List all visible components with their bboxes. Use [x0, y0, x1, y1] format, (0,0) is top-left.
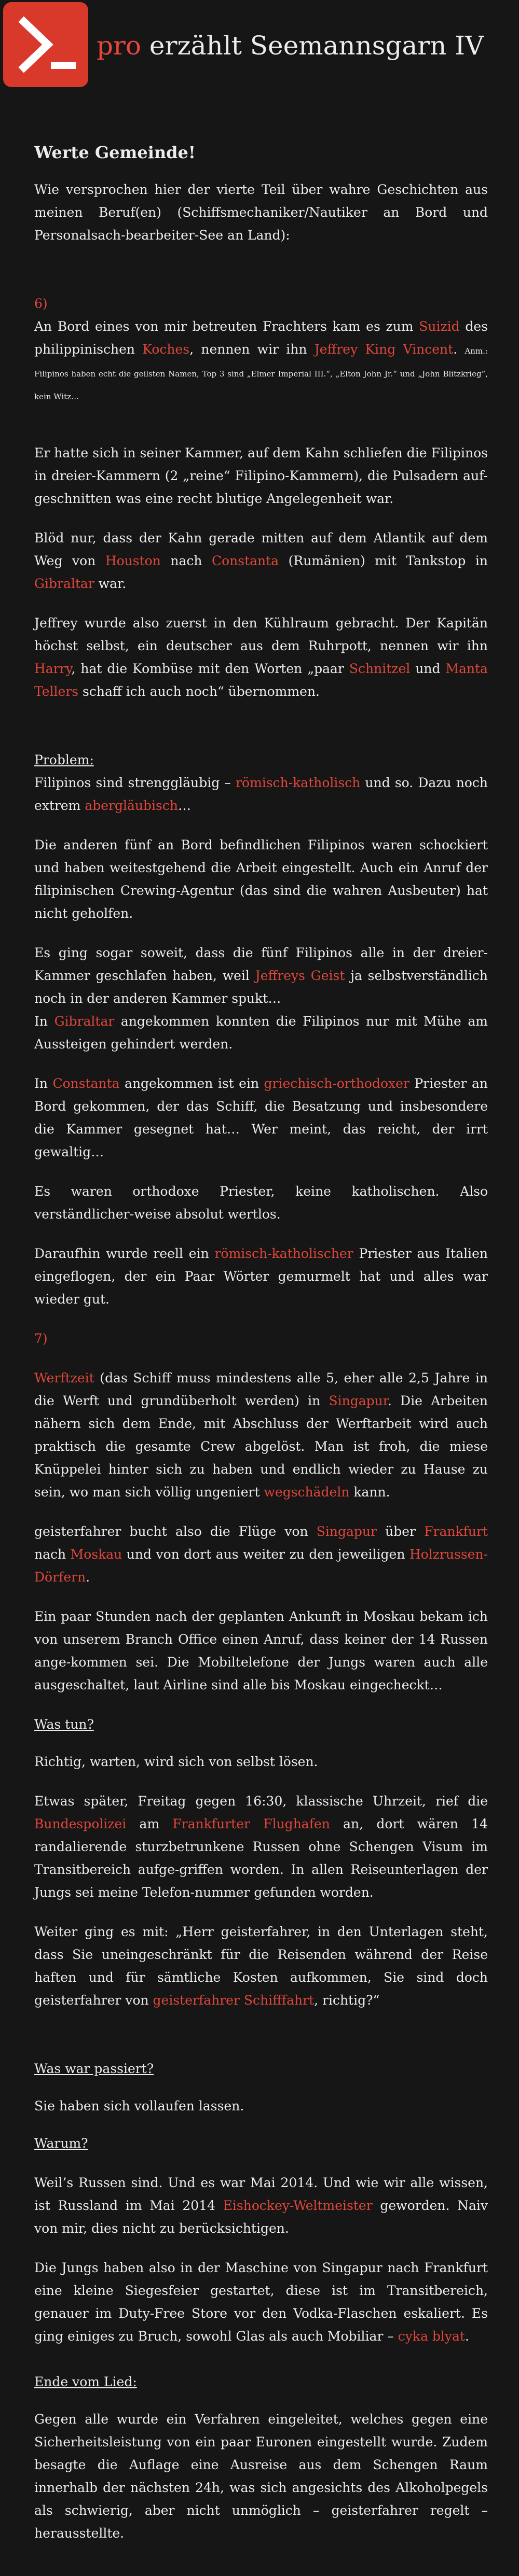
link-cyka-blyat[interactable]: cyka blyat [398, 2329, 465, 2344]
link-eishockey-weltmeister[interactable]: Eishockey-Weltmeister [223, 2198, 373, 2213]
paragraph-18: Sie haben sich vollaufen lassen. [34, 2098, 244, 2113]
link-geisterfahrer-schifffahrt[interactable]: geisterfahrer Schifffahrt [153, 1993, 315, 2008]
link-frankfurt[interactable]: Frankfurt [424, 1524, 488, 1539]
problem-heading: Problem: [34, 752, 94, 767]
link-frankfurter-flughafen[interactable]: Frankfurter Flughafen [172, 1816, 330, 1831]
link-singapur[interactable]: Singapur [329, 1393, 388, 1408]
paragraph-13: geisterfahrer bucht also die Flüge von Singapur über Frankfurt nach Moskau und von dort aus weiter zu den jeweiligen Holzrussen-Dörfern. [34, 1524, 488, 1585]
terminal-prompt-icon [3, 2, 88, 87]
paragraph-14: Ein paar Stunden nach der geplanten Ankunft in Moskau bekam ich von unserem Branch Office einen Anruf, dass keiner der 14 Russen ange-kommen sei. Die Mobiltelefone der Jungs waren auch alle ausgeschaltet, laut Airline sind alle bis Moskau eingecheckt… [34, 1609, 488, 1692]
link-holzrussen-doerfern[interactable]: Holzrussen-Dörfern [34, 1547, 488, 1585]
paragraph-8: In Gibraltar angekommen konnten die Filipinos nur mit Mühe am Aussteigen gehindert werden. [34, 1014, 488, 1052]
link-koches[interactable]: Koches [142, 342, 190, 357]
story-number-6: 6) [34, 296, 48, 311]
warum-heading: Warum? [34, 2136, 88, 2151]
link-gibraltar[interactable]: Gibraltar [34, 576, 94, 591]
paragraph-19: Weil’s Russen sind. Und es war Mai 2014. Und wie wir alle wissen, ist Russland im Mai 2014 Eishockey-Weltmeister geworden. Naiv von mir, dies nicht zu berücksichtigen. [34, 2175, 488, 2236]
site-title-rest: erzählt Seemannsgarn IV [141, 31, 484, 61]
paragraph-20: Die Jungs haben also in der Maschine von Singapur nach Frankfurt eine kleine Siegesfeier gestartet, diese ist im Transitbereich, genauer im Duty-Free Store vor den Vodka-Flaschen eskaliert. Es ging einiges zu Bruch, sowohl Glas als auch Mobiliar – cyka blyat. [34, 2260, 488, 2344]
story-number-7: 7) [34, 1331, 48, 1346]
paragraph-17: Weiter ging es mit: „Herr geisterfahrer, in den Unterlagen steht, dass Sie uneingeschränkt für die Reisenden während der Reise haften und für sämtliche Kosten aufkommen, Sie sind doch geisterfahrer von geisterfahrer Schifffahrt, richtig?“ [34, 1924, 488, 2008]
paragraph-6: Die anderen fünf an Bord befindlichen Filipinos waren schockiert und haben weitestgehend die Arbeit eingestellt. Auch ein Anruf der filipinischen Crewing-Agentur (das sind die wahren Ausbeuter) hat nicht geholfen. [34, 837, 488, 921]
paragraph-21: Gegen alle wurde ein Verfahren eingeleitet, welches gegen eine Sicherheitsleistung von ein paar Euronen eingestellt wurde. Zudem besagte die Auflage eine Ausreise aus dem Schengen Raum innerhalb der nächsten 24h, was sich angesichts des Alkoholpegels als schwierig, aber nicht unmöglich – geisterfahrer regelt – herausstellte. [34, 2412, 488, 2541]
link-bundespolizei[interactable]: Bundespolizei [34, 1816, 127, 1831]
site-title-accent: pro [97, 31, 142, 61]
greeting: Werte Gemeinde! [34, 143, 196, 162]
link-roemisch-katholischer[interactable]: römisch-katholischer [214, 1246, 353, 1261]
link-harry[interactable]: Harry [34, 661, 72, 676]
paragraph-10: Es waren orthodoxe Priester, keine katholischen. Also verständlicher-weise absolut wertlos. [34, 1184, 488, 1222]
link-jeffreys-geist[interactable]: Jeffreys Geist [255, 968, 345, 983]
intro-paragraph: Wie versprochen hier der vierte Teil über wahre Geschichten aus meinen Beruf(en) (Schiffsmechaniker/Nautiker an Bord und Personalsach-bearbeiter-See an Land): [34, 182, 488, 243]
site-header [0, 0, 519, 87]
link-manta-tellers[interactable]: Manta Tellers [34, 661, 488, 699]
link-houston[interactable]: Houston [105, 553, 161, 568]
was-tun-heading: Was tun? [34, 1717, 94, 1732]
link-aberglaeubisch[interactable]: abergläubisch [85, 798, 178, 813]
was-war-passiert-heading: Was war passiert? [34, 2061, 154, 2076]
paragraph-15: Richtig, warten, wird sich von selbst lösen. [34, 1754, 318, 1769]
link-gibraltar-2[interactable]: Gibraltar [54, 1014, 115, 1029]
link-wegschaedeln[interactable]: wegschädeln [264, 1485, 350, 1500]
link-constanta-2[interactable]: Constanta [52, 1076, 120, 1091]
footnote: Anm.: Filipinos haben echt die geilsten Namen, Top 3 sind „Elmer Imperial III.“, „Elton John Jr.“ und „John Blitzkrieg“, kein Witz… [34, 346, 488, 401]
paragraph-4: Jeffrey wurde also zuerst in den Kühlraum gebracht. Der Kapitän höchst selbst, ein deutscher aus dem Ruhrpott, nennen wir ihn Harry, hat die Kombüse mit den Worten „paar Schnitzel und Manta Tellers schaff ich auch noch“ übernommen. [34, 615, 488, 699]
link-singapur-2[interactable]: Singapur [316, 1524, 377, 1539]
link-constanta[interactable]: Constanta [212, 553, 279, 568]
site-title[interactable] [97, 30, 484, 61]
link-moskau[interactable]: Moskau [70, 1547, 122, 1562]
link-schnitzel[interactable]: Schnitzel [349, 661, 411, 676]
paragraph-12: Werftzeit (das Schiff muss mindestens alle 5, eher alle 2,5 Jahre in die Werft und grundüberholt werden) in Singapur. Die Arbeiten nähern sich dem Ende, mit Abschluss der Werftarbeit wird auch praktisch die gesamte Crew abgelöst. Man ist froh, die miese Knüppelei hinter sich zu haben und endlich wieder zu Hause zu sein, wo man sich völlig ungeniert wegschädeln kann. [34, 1370, 488, 1500]
article-body [34, 141, 488, 2545]
site-logo[interactable] [3, 2, 88, 87]
paragraph-16: Etwas später, Freitag gegen 16:30, klassische Uhrzeit, rief die Bundespolizei am Frankfurter Flughafen an, dort wären 14 randalierende sturzbetrunkene Russen ohne Schengen Visum im Transitbereich aufge-griffen worden. In allen Reiseunterlagen der Jungs sei meine Telefon-nummer gefunden worden. [34, 1794, 488, 1900]
paragraph-2: Er hatte sich in seiner Kammer, auf dem Kahn schliefen die Filipinos in dreier-Kammern (2 „reine“ Filipino-Kammern), die Pulsadern auf-geschnitten was eine recht blutige Angelegenheit war. [34, 445, 488, 506]
paragraph-3: Blöd nur, dass der Kahn gerade mitten auf dem Atlantik auf dem Weg von Houston nach Constanta (Rumänien) mit Tankstop in Gibraltar war. [34, 530, 488, 591]
link-suizid[interactable]: Suizid [419, 319, 460, 334]
link-werftzeit[interactable]: Werftzeit [34, 1370, 94, 1385]
paragraph-1: An Bord eines von mir betreuten Frachters kam es zum Suizid des philippinischen Koches, nennen wir ihn Jeffrey King Vincent. Anm.: Filipinos haben echt die geilsten Namen, Top 3 sind „Elmer Imperial III.“, „Elton John Jr.“ und „John Blitzkrieg“, kein Witz… [34, 319, 488, 401]
ende-vom-lied-heading: Ende vom Lied: [34, 2374, 137, 2389]
paragraph-5: Filipinos sind strenggläubig – römisch-katholisch und so. Dazu noch extrem abergläubisch… [34, 775, 488, 813]
paragraph-9: In Constanta angekommen ist ein griechisch-orthodoxer Priester an Bord gekommen, der das Schiff, die Besatzung und insbesondere die Kammer gesegnet hat… Wer meint, das reicht, der irrt gewaltig… [34, 1076, 488, 1159]
link-roemisch-katholisch[interactable]: römisch-katholisch [236, 775, 361, 790]
link-jeffrey-king-vincent[interactable]: Jeffrey King Vincent [314, 342, 454, 357]
paragraph-7: Es ging sogar soweit, dass die fünf Filipinos alle in der dreier-Kammer geschlafen haben, weil Jeffreys Geist ja selbstverständlich noch in der anderen Kammer spukt… [34, 945, 488, 1006]
paragraph-11: Daraufhin wurde reell ein römisch-katholischer Priester aus Italien eingeflogen, der ein Paar Wörter gemurmelt hat und alles war wieder gut. [34, 1246, 488, 1307]
link-griechisch-orthodoxer[interactable]: griechisch-orthodoxer [264, 1076, 409, 1091]
